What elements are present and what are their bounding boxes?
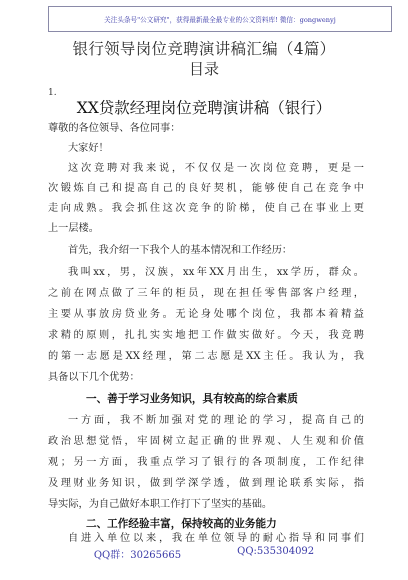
paragraph-line: 之前在网点做了三年的柜员，现在担任零售部客户经理，	[48, 288, 364, 299]
toc-item-number: 1.	[48, 88, 57, 98]
paragraph-line: 上一层楼。	[48, 223, 99, 234]
salutation-line: 尊敬的各位领导、各位同事：	[48, 123, 181, 134]
paragraph-line: 次锻炼自己和提高自己的良好契机，能够使自己在竞争中	[48, 183, 364, 194]
table-of-contents-title: 目录	[188, 60, 219, 78]
promo-banner	[48, 6, 392, 32]
footer-qq-group: QQ群：30265665	[93, 550, 182, 561]
paragraph-line: 政治思想觉悟，牢固树立起正确的世界观、人生观和价值	[48, 436, 364, 447]
paragraph-line: 这次竞聘对我来说，不仅仅是一次岗位竞聘，更是一	[68, 163, 364, 174]
paragraph-line: 一方面，我不断加强对党的理论的学习，提高自己的	[68, 415, 364, 426]
paragraph-line: 走向成熟。我会抓住这次竞争的阶梯，使自己在事业上更	[48, 203, 364, 214]
paragraph-line: 及理财业务知识，做到学深学透，做到理论联系实际，指	[48, 478, 364, 489]
paragraph-line: 导实际，为自己做好本职工作打下了坚实的基础。	[48, 499, 273, 510]
section-heading-2: 二、工作经验丰富，保持较高的业务能力	[86, 518, 277, 530]
paragraph-line: 观；另一方面，我重点学习了银行的各项制度，工作纪律	[48, 457, 364, 468]
footer-contact	[0, 546, 408, 560]
paragraph-line: 自进入单位以来，我在单位领导的耐心指导和同事们	[68, 533, 364, 544]
paragraph-line: 主要从事放房贷业务。无论身处哪个岗位，我都本着精益	[48, 309, 364, 320]
greeting-line: 大家好！	[68, 143, 109, 154]
paragraph-line: 我叫xx，男，汉族，xx年XX月出生，xx学历，群众。	[68, 267, 364, 278]
section-heading-1: 一、善于学习业务知识，具有较高的综合素质	[86, 393, 298, 405]
paragraph-line: 具备以下几个优势：	[48, 372, 140, 383]
speech-heading: XX贷款经理岗位竞聘演讲稿（银行）	[76, 99, 332, 117]
paragraph-line: 求精的原则，扎扎实实地把工作做实做好。今天，我竞聘	[48, 330, 364, 341]
paragraph-line: 的第一志愿是XX经理，第二志愿是XX主任。我认为，我	[48, 351, 364, 362]
paragraph-line: 首先，我介绍一下我个人的基本情况和工作经历：	[68, 245, 293, 256]
footer-qq: QQ:535304092	[237, 546, 315, 557]
promo-banner-text: 关注头条号"公文研究"，获得最新最全最专业的公文资料库! 微信：gongwenyj	[104, 16, 336, 24]
document-title: 银行领导岗位竞聘演讲稿汇编（4篇）	[72, 40, 336, 58]
